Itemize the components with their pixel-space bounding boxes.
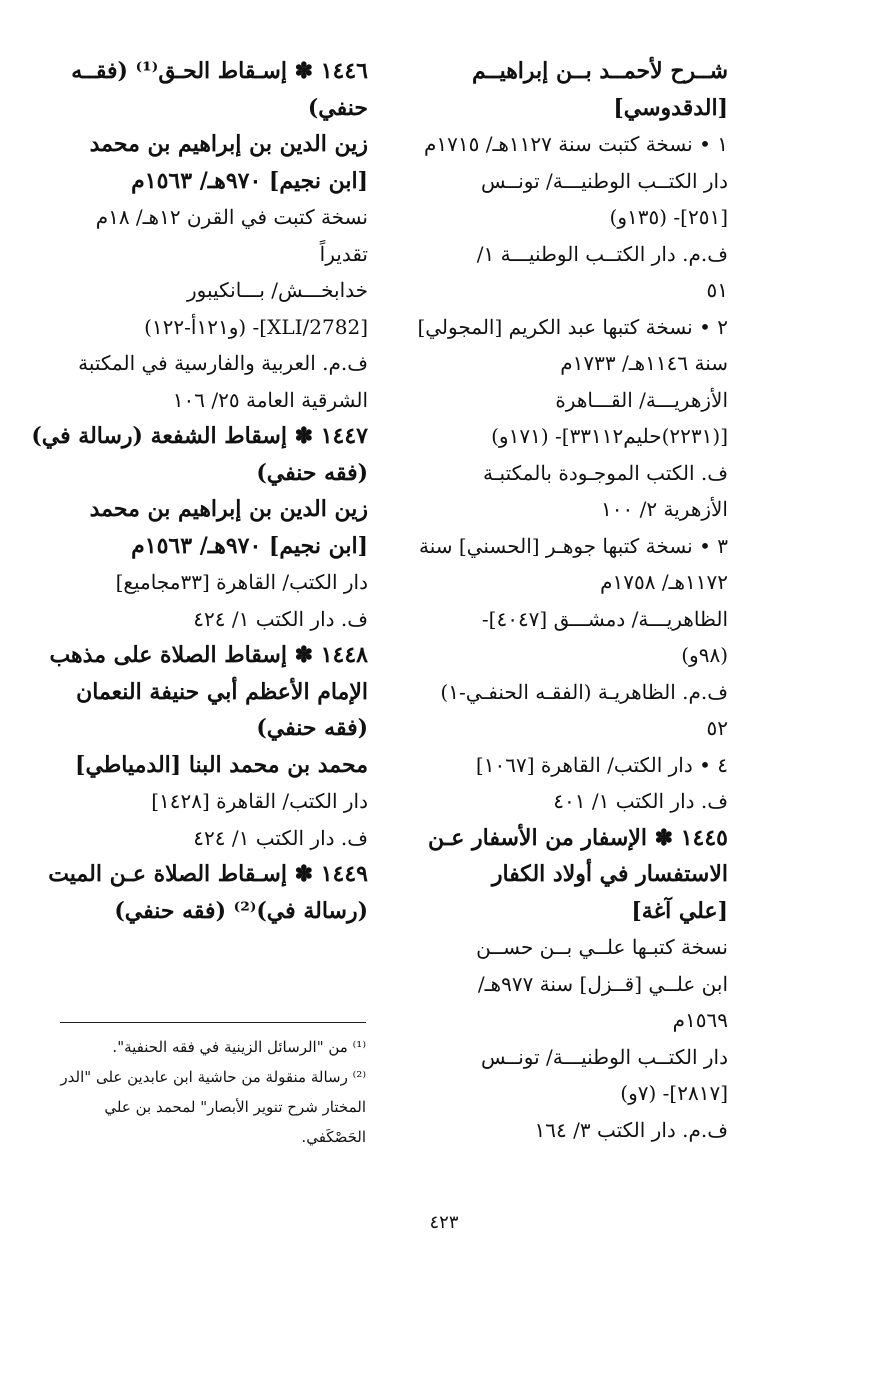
page-number: ٤٢٣: [429, 1212, 459, 1233]
left-column-line: ف. دار الكتب ١/ ٤٢٤: [193, 606, 368, 631]
left-column-line: تقديراً: [319, 241, 368, 266]
left-column-line: (رسالة في)⁽²⁾ (فقه حنفي): [114, 897, 368, 924]
right-column-line: ١٥٦٩م: [672, 1008, 728, 1032]
right-column-line: شــرح لأحمــد بــن إبراهيــم: [472, 58, 728, 84]
footnotes-line: ⁽¹⁾ من "الرسائل الزينية في فقه الحنفية".: [112, 1038, 366, 1056]
right-column-line: ف.م. دار الكتــب الوطنيـــة ١/: [476, 241, 728, 266]
left-column-line: حنفي): [307, 94, 368, 121]
right-column-line: الأزهريـــة/ القـــاهرة: [555, 387, 728, 412]
left-column-line: ١٤٤٨ ✽ إسقاط الصلاة على مذهب: [49, 642, 368, 668]
right-column-line: (٩٨و): [681, 643, 728, 667]
right-column-line: ف.م. الظاهريـة (الفقـه الحنفـي-١): [440, 679, 728, 704]
left-column-line: [ابن نجيم] ٩٧٠هـ/ ١٥٦٣م: [131, 532, 368, 559]
right-column-line: ابن علــي [قــزل] سنة ٩٧٧هـ/: [477, 971, 728, 996]
right-column-line: [(٢٢٣١)حليم٣٣١١٢]- (١٧١و): [491, 424, 728, 448]
footnotes-line: الحَصْكَفي.: [301, 1128, 366, 1146]
right-column-line: ١٤٤٥ ✽ الإسفار من الأسفار عـن: [428, 824, 728, 851]
right-column-line: دار الكتــب الوطنيـــة/ تونــس: [481, 1044, 728, 1069]
right-column-line: سنة ١١٤٦هـ/ ١٧٣٣م: [560, 351, 728, 375]
right-column-line: ٥٢: [706, 716, 728, 740]
right-column-line: ٢ • نسخة كتبها عبد الكريم [المجولي]: [417, 314, 728, 339]
right-column-line: ٤ • دار الكتب/ القاهرة [١٠٦٧]: [475, 752, 728, 777]
left-column-line: ف. دار الكتب ١/ ٤٢٤: [193, 825, 368, 850]
right-column-line: [٢٥١]- (١٣٥و): [609, 205, 728, 229]
right-column-line: ف.م. دار الكتب ٣/ ١٦٤: [534, 1117, 728, 1142]
right-column-line: ٣ • نسخة كتبها جوهـر [الحسني] سنة: [418, 533, 728, 558]
left-column-line: زين الدين بن إبراهيم بن محمد: [89, 496, 368, 522]
right-column-line: [علي آغة]: [631, 897, 728, 924]
right-column-line: [الدقدوسي]: [613, 94, 728, 121]
left-column-line: محمد بن محمد البنا [الدمياطي]: [75, 751, 368, 778]
right-column-line: ٥١: [706, 278, 728, 302]
left-column-line: [ابن نجيم] ٩٧٠هـ/ ١٥٦٣م: [131, 167, 368, 194]
right-column-line: نسخة كتبـها علــي بــن حســن: [476, 935, 728, 959]
right-column-line: [٢٨١٧]- (٧و): [620, 1081, 728, 1105]
footnotes-line: ⁽²⁾ رسالة منقولة من حاشية ابن عابدين على "الدر: [60, 1068, 366, 1086]
right-column-line: الاستفسار في أولاد الكفار: [491, 861, 728, 887]
left-column-line: نسخة كتبت في القرن ١٢هـ/ ١٨م: [95, 205, 368, 229]
left-column-line: دار الكتب/ القاهرة [١٤٢٨]: [151, 789, 368, 813]
right-column-line: ف. دار الكتب ١/ ٤٠١: [553, 789, 728, 813]
left-column-line: الإمام الأعظم أبي حنيفة النعمان: [76, 678, 368, 705]
right-column-line: ١ • نسخة كتبت سنة ١١٢٧هـ/ ١٧١٥م: [424, 132, 728, 156]
left-column-line: الشرقية العامة ٢٥/ ١٠٦: [172, 387, 368, 412]
left-column-line: ف.م. العربية والفارسية في المكتبة: [78, 351, 368, 375]
left-column-line: ١٤٤٦ ✽ إسـقاط الحـق⁽¹⁾ (فقــه: [71, 58, 368, 84]
footnotes-line: المختار شرح تنوير الأبصار" لمحمد بن علي: [104, 1098, 366, 1116]
right-column-line: الأزهرية ٢/ ١٠٠: [601, 497, 728, 521]
right-column-line: دار الكتــب الوطنيـــة/ تونــس: [481, 168, 728, 193]
right-column-line: الظاهريـــة/ دمشـــق [٤٠٤٧]-: [481, 606, 728, 631]
left-column-line: ١٤٤٩ ✽ إسـقاط الصلاة عـن الميت: [48, 861, 368, 887]
left-column-line: [2782/XLI]- (و١٢١أ-١٢٢): [144, 314, 368, 339]
left-column-line: خدابخـــش/ بـــانكيبور: [187, 278, 368, 302]
left-column-line: زين الدين بن إبراهيم بن محمد: [89, 131, 368, 157]
right-column-line: ١١٧٢هـ/ ١٧٥٨م: [600, 570, 728, 594]
left-column-line: ١٤٤٧ ✽ إسقاط الشفعة (رسالة في): [31, 423, 368, 449]
left-column-line: (فقه حنفي): [256, 715, 368, 741]
footnote-separator: [60, 1022, 366, 1023]
left-column-line: دار الكتب/ القاهرة [٣٣مجاميع]: [115, 570, 368, 594]
right-column-line: ف. الكتب الموجـودة بالمكتبـة: [482, 460, 728, 485]
left-column-line: (فقه حنفي): [256, 459, 368, 486]
